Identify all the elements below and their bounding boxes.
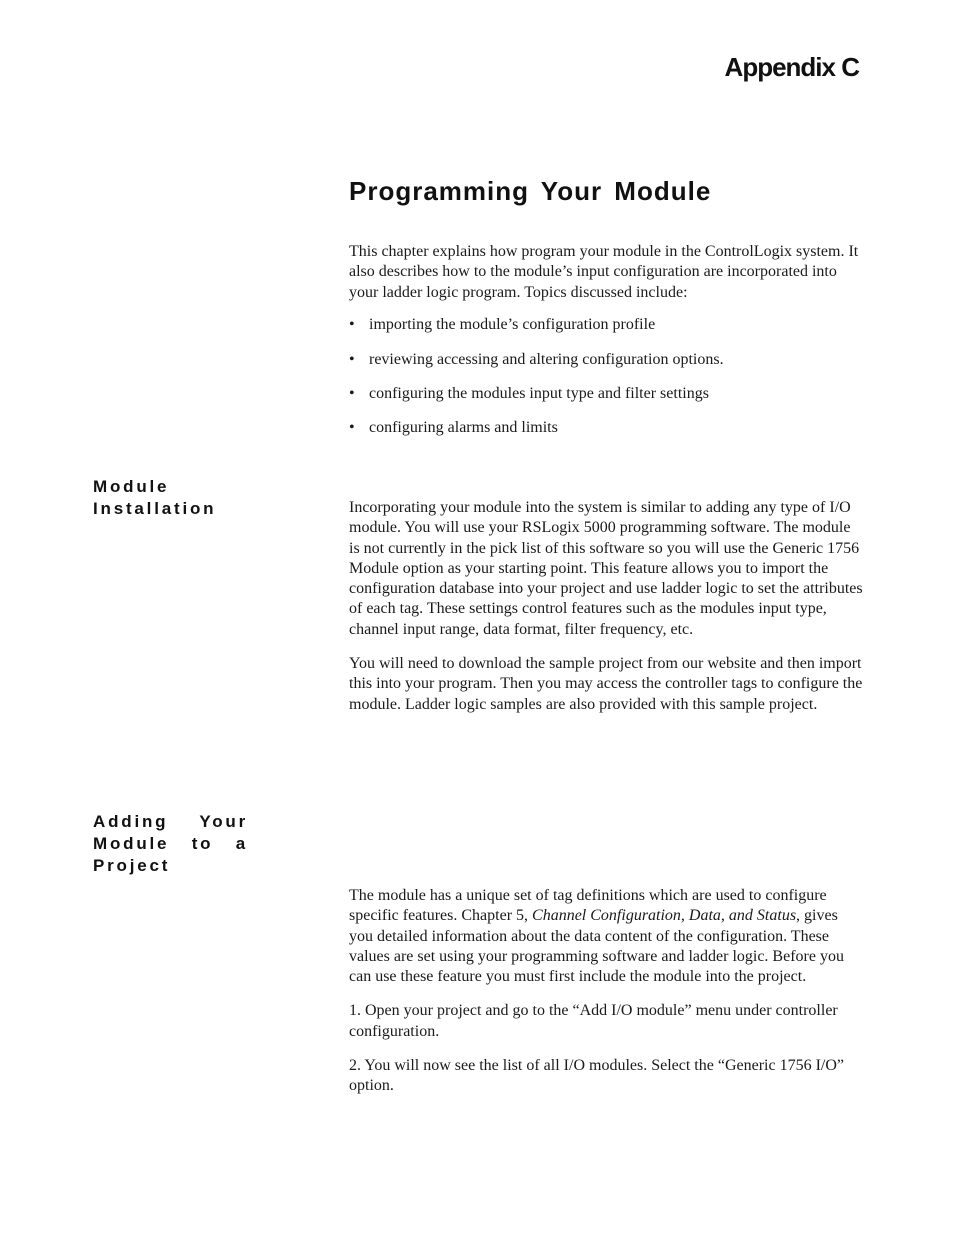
bullet-icon: • [349,351,355,368]
topic-text: configuring the modules input type and filter settings [369,385,709,402]
list-item [349,419,558,437]
adding-text-b: , gives you detailed information about the data content of the configuration. These values are set using your programming software and ladder logic. Before you can use these feature you must first include the module into the project. [349,907,844,986]
heading-line: Module to a [93,834,248,853]
list-item [349,385,709,403]
step-1: 1. Open your project and go to the “Add I/O module” menu under controller configuration. [349,1002,838,1040]
bullet-icon: • [349,385,355,402]
chapter-title: Programming Your Module [349,176,712,206]
list-item [349,351,724,369]
list-item [349,316,655,334]
installation-paragraph-2: You will need to download the sample project from our website and then import this into your program. Then you may access the controller tags to configure the module. Ladder logic samples are also provided with this sample project. [349,655,863,713]
chapter-intro [349,242,864,317]
installation-body [349,498,864,729]
adding-body [349,886,864,1111]
adding-paragraph-1 [349,886,864,987]
step-2: 2. You will now see the list of all I/O modules. Select the “Generic 1756 I/O” option. [349,1057,845,1095]
chapter-reference: Channel Configuration, Data, and Status [532,907,797,925]
topic-text: configuring alarms and limits [369,419,558,436]
topic-text: reviewing accessing and altering configuration options. [369,351,724,368]
section-heading-module-installation [93,476,248,520]
installation-paragraph-1: Incorporating your module into the system is similar to adding any type of I/O module. You will use your RSLogix 5000 programming software. The module is not currently in the pick list of this software so you will use the Generic 1756 Module option as your starting point. This feature allows you to import the configuration database into your project and use ladder logic to set the attributes of each tag. These settings control features such as the modules input type, channel input range, data format, filter frequency, etc. [349,499,863,638]
heading-line: Project [93,856,171,875]
bullet-icon: • [349,419,355,436]
intro-paragraph: This chapter explains how program your module in the ControlLogix system. It also describes how to the module’s input configuration are incorporated into your ladder logic program. Topics discussed include: [349,243,859,301]
topic-text: importing the module’s configuration profile [369,316,656,333]
heading-line: Installation [93,499,217,518]
appendix-label: Appendix C [724,52,859,82]
heading-line: Module [93,477,170,496]
adding-text-a: The module has a unique set of tag definitions which are used to configure specific features. Chapter 5, [349,887,827,925]
bullet-icon: • [349,316,355,333]
section-heading-adding-module [93,811,248,877]
heading-line: Adding Your [93,812,248,831]
